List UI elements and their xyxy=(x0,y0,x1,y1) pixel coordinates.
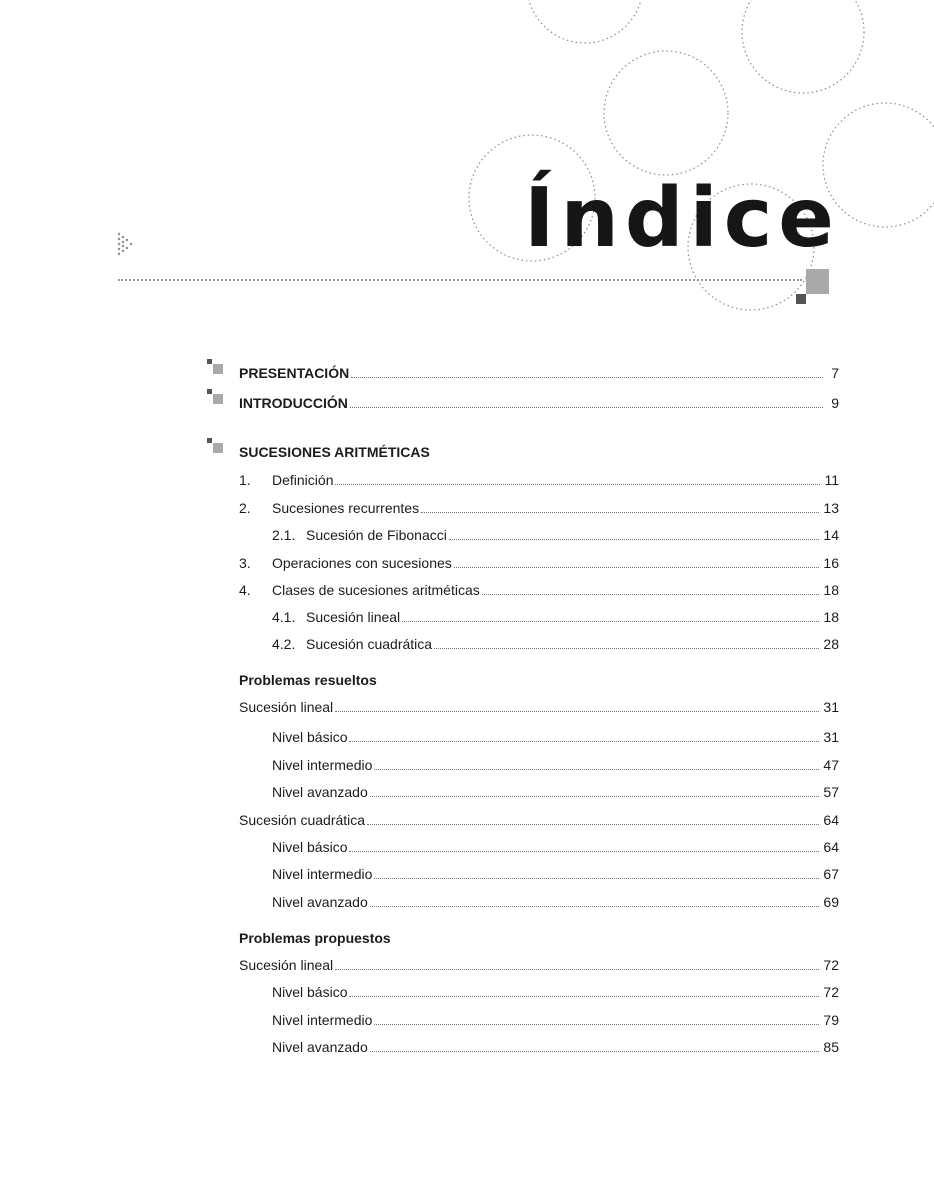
toc-subitem[interactable] xyxy=(272,837,839,857)
entry-label: Clases de sucesiones aritméticas xyxy=(272,582,480,598)
entry-page: 16 xyxy=(823,555,839,571)
entry-page: 31 xyxy=(823,729,839,745)
toc-subitem[interactable] xyxy=(272,607,839,627)
toc-subitem[interactable] xyxy=(272,892,839,912)
page-title: Índice xyxy=(524,171,840,266)
toc-subitem[interactable] xyxy=(272,525,839,545)
entry-label: Operaciones con sucesiones xyxy=(272,555,452,571)
entry-page: 57 xyxy=(823,784,839,800)
square-bullet-icon xyxy=(207,359,223,375)
toc-subitem[interactable] xyxy=(272,864,839,884)
dot-leader xyxy=(351,377,823,378)
dot-leader xyxy=(367,824,819,825)
dot-leader xyxy=(335,969,819,970)
subsection-heading-resueltos: Problemas resueltos xyxy=(239,672,377,688)
entry-label: Nivel intermedio xyxy=(272,1012,373,1028)
entry-label: PRESENTACIÓN xyxy=(239,365,350,381)
toc-entry-introduccion[interactable] xyxy=(239,393,839,413)
square-bullet-icon xyxy=(207,438,223,454)
entry-page: 14 xyxy=(823,527,839,543)
entry-label: Nivel avanzado xyxy=(272,784,368,800)
dot-leader xyxy=(421,512,819,513)
item-number: 3. xyxy=(239,555,251,571)
entry-page: 79 xyxy=(823,1012,839,1028)
dot-leader xyxy=(370,796,820,797)
dot-leader xyxy=(370,906,820,907)
entry-page: 67 xyxy=(823,866,839,882)
entry-label: Definición xyxy=(272,472,334,488)
entry-page: 18 xyxy=(823,582,839,598)
entry-label: Nivel avanzado xyxy=(272,1039,368,1055)
entry-page: 64 xyxy=(823,839,839,855)
entry-label: Sucesión lineal xyxy=(306,609,401,625)
dot-leader xyxy=(374,878,819,879)
dot-leader xyxy=(335,711,819,712)
dot-leader xyxy=(335,484,820,485)
toc-subitem[interactable] xyxy=(272,782,839,802)
toc-entry-presentacion[interactable] xyxy=(239,363,839,383)
toc-subitem[interactable] xyxy=(272,634,839,654)
entry-page: 28 xyxy=(823,636,839,652)
entry-page: 31 xyxy=(823,699,839,715)
entry-page: 7 xyxy=(831,365,839,381)
subsection-heading-propuestos: Problemas propuestos xyxy=(239,930,391,946)
entry-page: 64 xyxy=(823,812,839,828)
item-number: 2.1. xyxy=(272,527,296,543)
item-number: 2. xyxy=(239,500,251,516)
entry-label: Nivel avanzado xyxy=(272,894,368,910)
toc-item[interactable] xyxy=(239,470,839,490)
toc-subitem[interactable] xyxy=(272,1010,839,1030)
entry-page: 18 xyxy=(823,609,839,625)
entry-page: 47 xyxy=(823,757,839,773)
dot-leader xyxy=(454,567,820,568)
dot-leader xyxy=(434,648,819,649)
dot-leader xyxy=(370,1051,820,1052)
dot-leader xyxy=(482,594,820,595)
entry-label: Sucesión lineal xyxy=(239,957,334,973)
toc-subitem[interactable] xyxy=(272,982,839,1002)
toc-subitem[interactable] xyxy=(272,755,839,775)
entry-label: Sucesión lineal xyxy=(239,699,334,715)
toc-subitem[interactable] xyxy=(272,727,839,747)
toc-subitem[interactable] xyxy=(272,1037,839,1057)
dot-leader xyxy=(449,539,820,540)
entry-label: INTRODUCCIÓN xyxy=(239,395,348,411)
dot-leader xyxy=(350,407,823,408)
dot-leader xyxy=(349,851,819,852)
entry-page: 9 xyxy=(831,395,839,411)
toc-item[interactable] xyxy=(239,580,839,600)
entry-label: Sucesión cuadrática xyxy=(239,812,366,828)
dot-leader xyxy=(374,1024,819,1025)
entry-label: Nivel básico xyxy=(272,839,348,855)
item-number: 4.2. xyxy=(272,636,296,652)
entry-page: 72 xyxy=(823,984,839,1000)
dot-leader xyxy=(349,741,819,742)
square-bullet-icon xyxy=(207,389,223,405)
toc-item[interactable] xyxy=(239,697,839,717)
toc-item[interactable] xyxy=(239,810,839,830)
entry-label: Nivel intermedio xyxy=(272,757,373,773)
entry-page: 69 xyxy=(823,894,839,910)
dot-leader xyxy=(402,621,819,622)
entry-page: 72 xyxy=(823,957,839,973)
dot-leader xyxy=(374,769,819,770)
entry-label: Nivel básico xyxy=(272,729,348,745)
entry-label: Sucesión de Fibonacci xyxy=(306,527,447,543)
entry-page: 13 xyxy=(823,500,839,516)
dot-leader xyxy=(349,996,819,997)
item-number: 4.1. xyxy=(272,609,296,625)
item-number: 1. xyxy=(239,472,251,488)
toc-item[interactable] xyxy=(239,955,839,975)
entry-page: 85 xyxy=(823,1039,839,1055)
entry-label: Sucesión cuadrática xyxy=(306,636,433,652)
entry-label: Nivel intermedio xyxy=(272,866,373,882)
toc-item[interactable] xyxy=(239,498,839,518)
item-number: 4. xyxy=(239,582,251,598)
section-title: SUCESIONES ARITMÉTICAS xyxy=(239,444,430,460)
entry-label: Sucesiones recurrentes xyxy=(272,500,420,516)
entry-label: Nivel básico xyxy=(272,984,348,1000)
entry-page: 11 xyxy=(824,472,839,488)
toc-item[interactable] xyxy=(239,553,839,573)
